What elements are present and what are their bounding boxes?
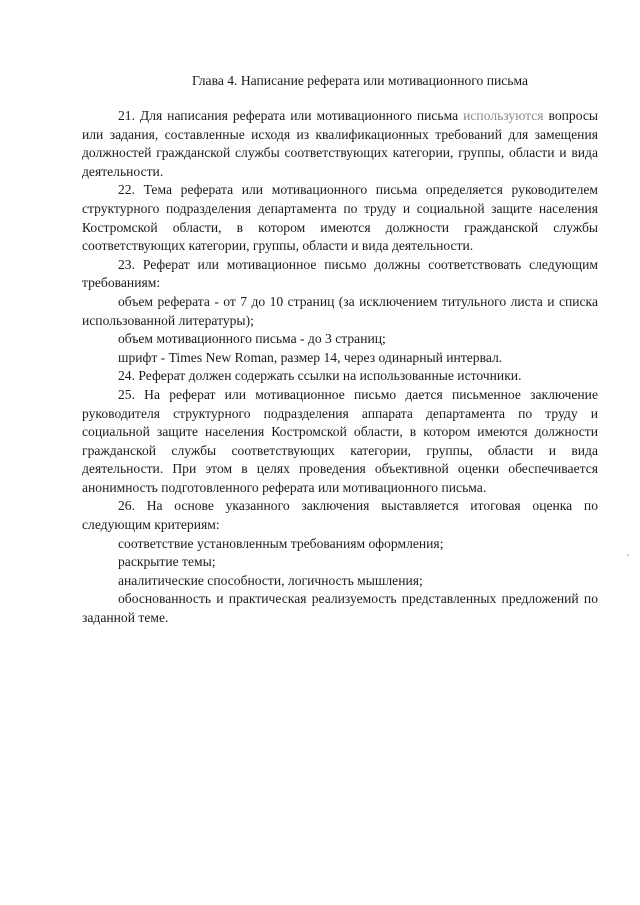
chapter-heading: Глава 4. Написание реферата или мотивационного письма bbox=[191, 73, 529, 88]
scan-speck bbox=[627, 554, 629, 556]
paragraph-21-faded-word: используются bbox=[463, 108, 544, 123]
requirement-item: шрифт - Times New Roman, размер 14, через одинарный интервал. bbox=[118, 349, 503, 365]
paragraph-26: 26. На основе указанного заключения выставляется итоговая оценка по следующим критериям: bbox=[82, 498, 598, 533]
criterion-item: обоснованность и практическая реализуемость представленных предложений по заданной теме. bbox=[82, 591, 598, 626]
paragraph-23: 23. Реферат или мотивационное письмо должны соответствовать следующим требованиям: bbox=[82, 256, 598, 291]
paragraph-21-text-continued: вопросы или задания, составленные исходя из квалификационных требований для замещения должностей гражданской службы соответствующих категории, группы, области и вида деятельности. bbox=[82, 108, 598, 179]
requirement-item: объем мотивационного письма - до 3 страниц; bbox=[118, 331, 386, 347]
criterion-item: раскрытие темы; bbox=[118, 554, 216, 570]
paragraph-24: 24. Реферат должен содержать ссылки на использованные источники. bbox=[118, 368, 522, 384]
paragraph-21-text: 21. Для написания реферата или мотивационного письма bbox=[118, 108, 464, 123]
criterion-item: соответствие установленным требованиям оформления; bbox=[118, 535, 444, 551]
paragraph-21 bbox=[82, 107, 598, 181]
requirement-item: объем реферата - от 7 до 10 страниц (за исключением титульного листа и списка использованной литературы); bbox=[82, 293, 598, 328]
criterion-item: аналитические способности, логичность мышления; bbox=[118, 572, 423, 588]
paragraph-22: 22. Тема реферата или мотивационного письма определяется руководителем структурного подразделения департамента по труду и социальной защите населения Костромской области, в котором имеются должности гражданской службы соответствующих категории, группы, области и вида деятельности. bbox=[82, 182, 598, 254]
paragraph-25: 25. На реферат или мотивационное письмо дается письменное заключение руководителя структурного подразделения аппарата департамента по труду и социальной защите населения Костромской области, в котором имеются должности гражданской службы соответствующих категории, группы, области и вида деятельности. При этом в целях проведения объективной оценки обеспечивается анонимность подготовленного реферата или мотивационного письма. bbox=[82, 386, 598, 495]
document-body bbox=[82, 107, 598, 628]
